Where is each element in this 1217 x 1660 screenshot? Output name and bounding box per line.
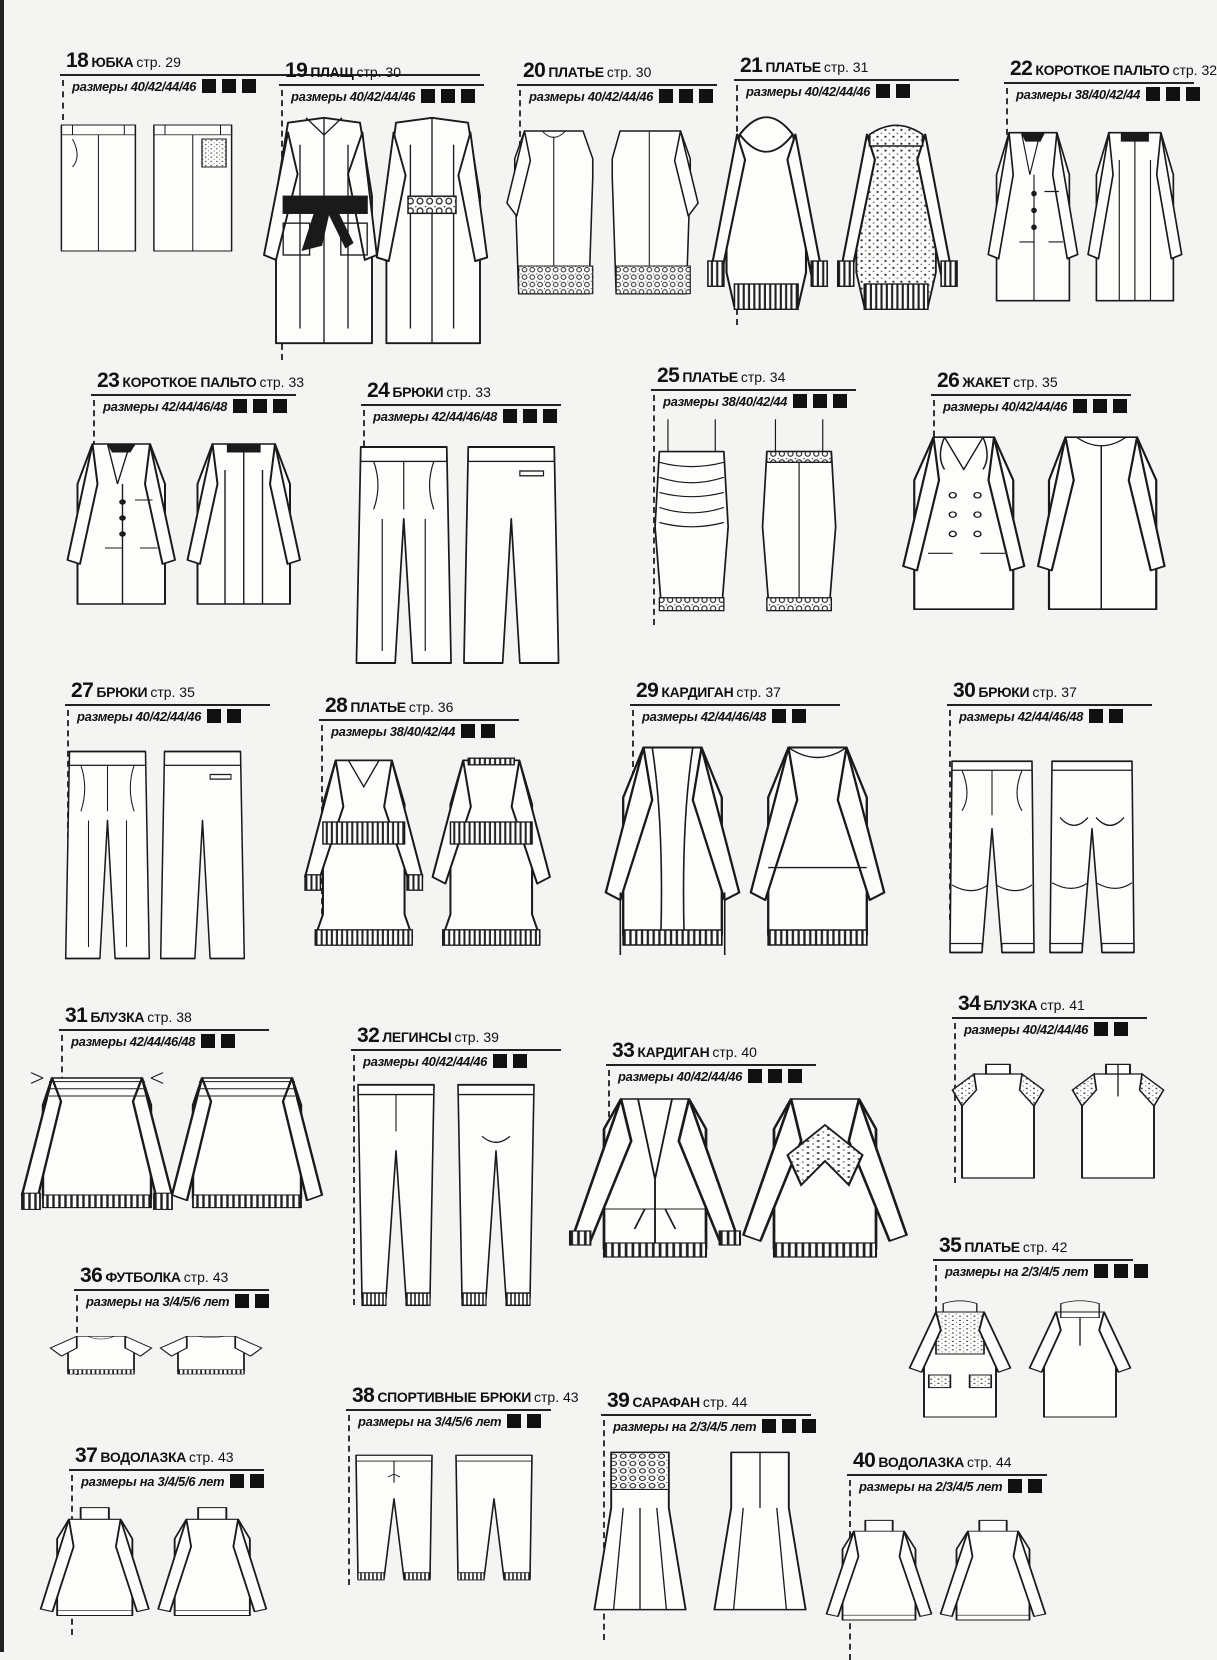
item-sizes: размеры 40/42/44/46 bbox=[746, 84, 871, 99]
difficulty-square bbox=[1114, 1022, 1128, 1036]
difficulty-square bbox=[253, 399, 267, 413]
item-sizes: размеры 40/42/44/46 bbox=[964, 1022, 1089, 1037]
difficulty-square bbox=[793, 394, 807, 408]
item-number: 28 bbox=[325, 694, 348, 717]
pattern-item-31 bbox=[65, 1005, 235, 1049]
garment-sketch-blouse bbox=[22, 1060, 322, 1240]
item-page-ref: стр. 33 bbox=[259, 374, 305, 390]
sizes-line bbox=[75, 1474, 264, 1489]
pattern-item-22 bbox=[1010, 58, 1217, 102]
item-name: КОРОТКОЕ ПАЛЬТО bbox=[1035, 62, 1170, 78]
item-header bbox=[367, 380, 557, 401]
item-header bbox=[285, 60, 475, 81]
garment-sketch-trousers bbox=[350, 435, 565, 675]
difficulty-square bbox=[441, 89, 455, 103]
header-rule bbox=[319, 719, 519, 721]
pattern-item-33 bbox=[612, 1040, 802, 1084]
item-number: 23 bbox=[97, 369, 120, 392]
garment-sketch-turtleneck bbox=[822, 1518, 1050, 1638]
header-rule bbox=[947, 704, 1152, 706]
item-name: БРЮКИ bbox=[96, 684, 148, 700]
item-sizes: размеры на 2/3/4/5 лет bbox=[859, 1479, 1003, 1494]
header-rule bbox=[1004, 82, 1194, 84]
item-page-ref: стр. 44 bbox=[967, 1454, 1012, 1470]
pattern-item-36 bbox=[80, 1265, 269, 1309]
item-number: 25 bbox=[657, 364, 680, 387]
garment-sketch-tshirt bbox=[46, 1330, 266, 1420]
difficulty-square bbox=[1113, 399, 1127, 413]
item-sizes: размеры 42/44/46/48 bbox=[959, 709, 1084, 724]
difficulty-square bbox=[788, 1069, 802, 1083]
item-sizes: размеры 40/42/44/46 bbox=[77, 709, 202, 724]
difficulty-square bbox=[833, 394, 847, 408]
difficulty-square bbox=[768, 1069, 782, 1083]
garment-sketch-kids-pants bbox=[344, 1448, 544, 1593]
garment-sketch-knit-dress bbox=[300, 745, 555, 965]
item-sizes: размеры 40/42/44/46 bbox=[618, 1069, 743, 1084]
item-name: БРЮКИ bbox=[392, 384, 444, 400]
difficulty-square bbox=[1093, 399, 1107, 413]
difficulty-square bbox=[1186, 87, 1200, 101]
item-name: ПЛАТЬЕ bbox=[765, 59, 821, 75]
header-rule bbox=[279, 84, 484, 86]
difficulty-square bbox=[659, 89, 673, 103]
item-page-ref: стр. 40 bbox=[712, 1044, 757, 1060]
sizes-line bbox=[607, 1419, 816, 1434]
item-number: 31 bbox=[65, 1004, 88, 1027]
item-name: БЛУЗКА bbox=[90, 1009, 145, 1025]
garment-sketch-cardigan-belt bbox=[570, 1085, 910, 1285]
item-name: КАРДИГАН bbox=[661, 684, 734, 700]
difficulty-square bbox=[230, 1474, 244, 1488]
garment-sketch-turtleneck bbox=[36, 1505, 271, 1635]
item-name: ФУТБОЛКА bbox=[105, 1269, 181, 1285]
item-header bbox=[1010, 58, 1217, 79]
difficulty-square bbox=[1089, 709, 1103, 723]
difficulty-square bbox=[207, 709, 221, 723]
difficulty-square bbox=[543, 409, 557, 423]
item-page-ref: стр. 36 bbox=[408, 699, 454, 715]
item-header bbox=[523, 60, 713, 81]
item-header bbox=[357, 1025, 527, 1046]
garment-sketch-strap-dress bbox=[640, 415, 855, 630]
item-sizes: размеры 42/44/46/48 bbox=[373, 409, 498, 424]
item-page-ref: стр. 39 bbox=[454, 1029, 499, 1045]
item-sizes: размеры 42/44/46/48 bbox=[71, 1034, 196, 1049]
header-rule bbox=[734, 79, 959, 81]
header-rule bbox=[931, 394, 1131, 396]
sizes-line bbox=[937, 399, 1127, 414]
item-sizes: размеры 40/42/44/46 bbox=[291, 89, 416, 104]
sizes-line bbox=[80, 1294, 269, 1309]
garment-sketch-short-coat bbox=[982, 118, 1190, 328]
item-page-ref: стр. 43 bbox=[189, 1449, 234, 1465]
garment-sketch-skirt bbox=[54, 118, 239, 258]
difficulty-square bbox=[493, 1054, 507, 1068]
difficulty-square bbox=[896, 84, 910, 98]
difficulty-square bbox=[679, 89, 693, 103]
header-rule bbox=[59, 1029, 269, 1031]
difficulty-square bbox=[222, 79, 236, 93]
item-page-ref: стр. 32 bbox=[1172, 62, 1217, 78]
item-page-ref: стр. 29 bbox=[136, 54, 181, 70]
item-header bbox=[71, 680, 241, 701]
garment-sketch-dress bbox=[505, 118, 700, 303]
item-sizes: размеры 42/44/46/48 bbox=[642, 709, 767, 724]
guide-dash bbox=[62, 80, 64, 120]
item-number: 24 bbox=[367, 379, 390, 402]
item-header bbox=[66, 50, 256, 71]
difficulty-square bbox=[507, 1414, 521, 1428]
header-rule bbox=[601, 1414, 811, 1416]
sizes-line bbox=[657, 394, 847, 409]
garment-sketch-jeans bbox=[942, 750, 1142, 975]
sizes-line bbox=[66, 79, 256, 94]
header-rule bbox=[651, 389, 856, 391]
item-number: 33 bbox=[612, 1039, 635, 1062]
difficulty-square bbox=[1146, 87, 1160, 101]
item-sizes: размеры 42/44/46/48 bbox=[103, 399, 228, 414]
item-name: БЛУЗКА bbox=[983, 997, 1038, 1013]
item-number: 29 bbox=[636, 679, 659, 702]
difficulty-square bbox=[1094, 1022, 1108, 1036]
item-number: 26 bbox=[937, 369, 960, 392]
difficulty-square bbox=[242, 79, 256, 93]
sizes-line bbox=[953, 709, 1123, 724]
item-header bbox=[939, 1235, 1148, 1256]
garment-sketch-kids-dress bbox=[900, 1298, 1140, 1438]
item-header bbox=[75, 1445, 264, 1466]
sizes-line bbox=[357, 1054, 527, 1069]
pattern-item-35 bbox=[939, 1235, 1148, 1279]
pattern-item-26 bbox=[937, 370, 1127, 414]
item-header bbox=[636, 680, 806, 701]
item-number: 40 bbox=[853, 1449, 876, 1472]
difficulty-square bbox=[802, 1419, 816, 1433]
pattern-item-39 bbox=[607, 1390, 816, 1434]
sizes-line bbox=[325, 724, 495, 739]
item-number: 21 bbox=[740, 54, 763, 77]
item-sizes: размеры 38/40/42/44 bbox=[1016, 87, 1141, 102]
pattern-item-21 bbox=[740, 55, 910, 99]
item-sizes: размеры 38/40/42/44 bbox=[331, 724, 456, 739]
item-name: ПЛАТЬЕ bbox=[350, 699, 406, 715]
sizes-line bbox=[97, 399, 304, 414]
item-name: КОРОТКОЕ ПАЛЬТО bbox=[122, 374, 257, 390]
difficulty-square bbox=[461, 89, 475, 103]
difficulty-square bbox=[513, 1054, 527, 1068]
item-name: ПЛАТЬЕ bbox=[682, 369, 738, 385]
item-header bbox=[65, 1005, 235, 1026]
item-name: ЛЕГИНСЫ bbox=[382, 1029, 452, 1045]
item-page-ref: стр. 43 bbox=[534, 1389, 579, 1405]
item-page-ref: стр. 33 bbox=[446, 384, 491, 400]
difficulty-square bbox=[227, 709, 241, 723]
item-number: 27 bbox=[71, 679, 94, 702]
header-rule bbox=[361, 404, 561, 406]
pattern-item-29 bbox=[636, 680, 806, 724]
difficulty-square bbox=[1073, 399, 1087, 413]
item-header bbox=[958, 993, 1128, 1014]
item-sizes: размеры на 3/4/5/6 лет bbox=[358, 1414, 502, 1429]
item-header bbox=[80, 1265, 269, 1286]
pattern-item-30 bbox=[953, 680, 1123, 724]
item-number: 20 bbox=[523, 59, 546, 82]
header-rule bbox=[69, 1469, 264, 1471]
difficulty-square bbox=[235, 1294, 249, 1308]
difficulty-square bbox=[233, 399, 247, 413]
item-number: 39 bbox=[607, 1389, 630, 1412]
sizes-line bbox=[853, 1479, 1042, 1494]
garment-sketch-cardigan bbox=[600, 730, 890, 980]
difficulty-square bbox=[461, 724, 475, 738]
sizes-line bbox=[1010, 87, 1217, 102]
difficulty-square bbox=[762, 1419, 776, 1433]
difficulty-square bbox=[1008, 1479, 1022, 1493]
item-page-ref: стр. 30 bbox=[356, 64, 401, 80]
sizes-line bbox=[740, 84, 910, 99]
pattern-item-37 bbox=[75, 1445, 264, 1489]
difficulty-square bbox=[273, 399, 287, 413]
difficulty-square bbox=[792, 709, 806, 723]
item-header bbox=[612, 1040, 802, 1061]
item-name: СПОРТИВНЫЕ БРЮКИ bbox=[377, 1389, 531, 1405]
difficulty-square bbox=[527, 1414, 541, 1428]
item-page-ref: стр. 44 bbox=[702, 1394, 748, 1410]
item-header bbox=[937, 370, 1127, 391]
difficulty-square bbox=[201, 1034, 215, 1048]
page-edge bbox=[0, 0, 4, 1652]
item-sizes: размеры 40/42/44/46 bbox=[363, 1054, 488, 1069]
garment-sketch-jacket bbox=[895, 420, 1170, 635]
item-number: 22 bbox=[1010, 57, 1033, 80]
sizes-line bbox=[352, 1414, 579, 1429]
difficulty-square bbox=[782, 1419, 796, 1433]
header-rule bbox=[91, 394, 296, 396]
difficulty-square bbox=[202, 79, 216, 93]
item-name: КАРДИГАН bbox=[637, 1044, 710, 1060]
header-rule bbox=[606, 1064, 816, 1066]
item-header bbox=[325, 695, 495, 716]
item-page-ref: стр. 37 bbox=[1032, 684, 1077, 700]
pattern-item-34 bbox=[958, 993, 1128, 1037]
item-number: 19 bbox=[285, 59, 308, 82]
item-header bbox=[740, 55, 910, 76]
difficulty-square bbox=[876, 84, 890, 98]
header-rule bbox=[346, 1409, 551, 1411]
item-header bbox=[97, 370, 304, 391]
sizes-line bbox=[65, 1034, 235, 1049]
sizes-line bbox=[939, 1264, 1148, 1279]
garment-sketch-short-coat bbox=[60, 430, 310, 630]
difficulty-square bbox=[503, 409, 517, 423]
item-sizes: размеры 40/42/44/46 bbox=[943, 399, 1068, 414]
item-page-ref: стр. 38 bbox=[147, 1009, 192, 1025]
item-number: 36 bbox=[80, 1264, 103, 1287]
item-page-ref: стр. 41 bbox=[1040, 997, 1085, 1013]
item-name: ПЛАТЬЕ bbox=[964, 1239, 1020, 1255]
header-rule bbox=[952, 1017, 1147, 1019]
item-sizes: размеры 40/42/44/46 bbox=[529, 89, 654, 104]
item-sizes: размеры 38/40/42/44 bbox=[663, 394, 788, 409]
item-page-ref: стр. 37 bbox=[736, 684, 781, 700]
garment-sketch-cowl-dress bbox=[700, 100, 965, 330]
difficulty-square bbox=[772, 709, 786, 723]
sizes-line bbox=[523, 89, 713, 104]
garment-sketch-sundress bbox=[580, 1445, 820, 1630]
difficulty-square bbox=[1094, 1264, 1108, 1278]
pattern-item-23 bbox=[97, 370, 304, 414]
difficulty-square bbox=[1028, 1479, 1042, 1493]
pattern-item-32 bbox=[357, 1025, 527, 1069]
item-number: 35 bbox=[939, 1234, 962, 1257]
item-name: ПЛАЩ bbox=[310, 64, 354, 80]
item-name: САРАФАН bbox=[632, 1394, 700, 1410]
header-rule bbox=[847, 1474, 1047, 1476]
item-sizes: размеры на 2/3/4/5 лет bbox=[613, 1419, 757, 1434]
garment-sketch-trench-coat bbox=[252, 108, 492, 353]
header-rule bbox=[65, 704, 270, 706]
item-number: 34 bbox=[958, 992, 981, 1015]
item-header bbox=[352, 1385, 579, 1406]
sizes-line bbox=[71, 709, 241, 724]
sizes-line bbox=[612, 1069, 802, 1084]
item-header bbox=[607, 1390, 816, 1411]
item-name: ВОДОЛАЗКА bbox=[100, 1449, 187, 1465]
item-name: ВОДОЛАЗКА bbox=[878, 1454, 965, 1470]
difficulty-square bbox=[1166, 87, 1180, 101]
header-rule bbox=[630, 704, 840, 706]
sizes-line bbox=[285, 89, 475, 104]
difficulty-square bbox=[1114, 1264, 1128, 1278]
pattern-item-19 bbox=[285, 60, 475, 104]
item-number: 38 bbox=[352, 1384, 375, 1407]
item-sizes: размеры 40/42/44/46 bbox=[72, 79, 197, 94]
sizes-line bbox=[367, 409, 557, 424]
difficulty-square bbox=[1109, 709, 1123, 723]
sizes-line bbox=[636, 709, 806, 724]
item-page-ref: стр. 35 bbox=[1013, 374, 1058, 390]
item-name: ЖАКЕТ bbox=[962, 374, 1011, 390]
item-sizes: размеры на 2/3/4/5 лет bbox=[945, 1264, 1089, 1279]
difficulty-square bbox=[748, 1069, 762, 1083]
difficulty-square bbox=[255, 1294, 269, 1308]
garment-sketch-trousers bbox=[60, 740, 250, 970]
item-page-ref: стр. 31 bbox=[823, 59, 869, 75]
difficulty-square bbox=[813, 394, 827, 408]
difficulty-square bbox=[421, 89, 435, 103]
garment-sketch-sleeveless bbox=[938, 1058, 1178, 1218]
item-name: ЮБКА bbox=[91, 54, 134, 70]
item-page-ref: стр. 43 bbox=[183, 1269, 229, 1285]
item-sizes: размеры на 3/4/5/6 лет bbox=[86, 1294, 230, 1309]
header-rule bbox=[933, 1259, 1133, 1261]
item-number: 18 bbox=[66, 49, 89, 72]
difficulty-square bbox=[523, 409, 537, 423]
item-number: 32 bbox=[357, 1024, 380, 1047]
difficulty-square bbox=[250, 1474, 264, 1488]
header-rule bbox=[351, 1049, 561, 1051]
item-name: ПЛАТЬЕ bbox=[548, 64, 604, 80]
pattern-item-25 bbox=[657, 365, 847, 409]
difficulty-square bbox=[481, 724, 495, 738]
item-page-ref: стр. 30 bbox=[606, 64, 652, 80]
item-header bbox=[657, 365, 847, 386]
item-number: 37 bbox=[75, 1444, 98, 1467]
sizes-line bbox=[958, 1022, 1128, 1037]
item-name: БРЮКИ bbox=[978, 684, 1030, 700]
item-page-ref: стр. 42 bbox=[1022, 1239, 1068, 1255]
pattern-item-18 bbox=[66, 50, 256, 94]
item-header bbox=[853, 1450, 1042, 1471]
header-rule bbox=[74, 1289, 269, 1291]
pattern-item-40 bbox=[853, 1450, 1042, 1494]
item-number: 30 bbox=[953, 679, 976, 702]
pattern-item-24 bbox=[367, 380, 557, 424]
difficulty-square bbox=[221, 1034, 235, 1048]
pattern-item-38 bbox=[352, 1385, 579, 1429]
pattern-item-27 bbox=[71, 680, 241, 724]
item-header bbox=[953, 680, 1123, 701]
pattern-item-20 bbox=[523, 60, 713, 104]
difficulty-square bbox=[1134, 1264, 1148, 1278]
item-page-ref: стр. 35 bbox=[150, 684, 195, 700]
item-sizes: размеры на 3/4/5/6 лет bbox=[81, 1474, 225, 1489]
pattern-item-28 bbox=[325, 695, 495, 739]
item-page-ref: стр. 34 bbox=[740, 369, 786, 385]
header-rule bbox=[517, 84, 717, 86]
garment-sketch-leggings bbox=[346, 1075, 546, 1320]
